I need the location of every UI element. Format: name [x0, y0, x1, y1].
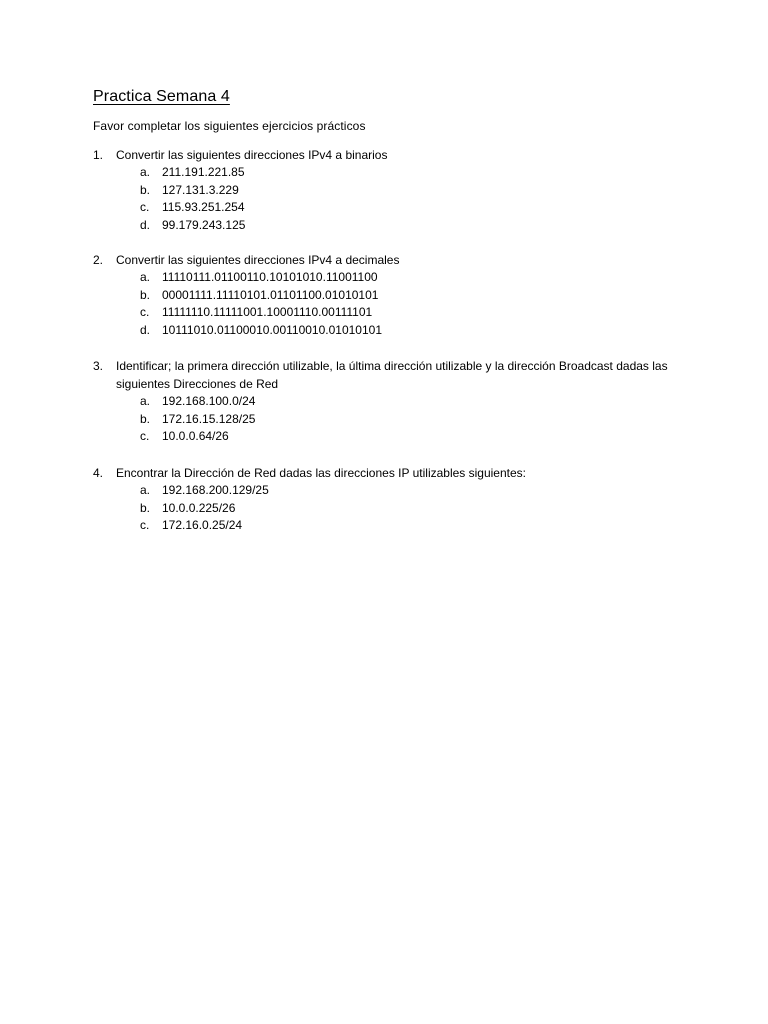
question-number: 1.	[93, 148, 104, 162]
question-number: 2.	[93, 253, 104, 267]
answer-list	[93, 164, 683, 235]
item-value: 172.16.0.25/24	[162, 518, 243, 533]
list-item	[93, 304, 683, 322]
answer-list	[93, 269, 683, 340]
item-value: 99.179.243.125	[162, 218, 246, 233]
item-value: 192.168.100.0/24	[162, 394, 256, 408]
question-4	[93, 464, 683, 535]
intro-text: Favor completar los siguientes ejercicios prácticos	[93, 119, 366, 133]
page-title: Practica Semana 4	[93, 88, 230, 105]
item-value: 172.16.15.128/25	[162, 411, 256, 426]
question-heading	[93, 251, 683, 269]
list-item	[93, 411, 683, 429]
question-number: 4.	[93, 466, 104, 480]
item-value: 115.93.251.254	[162, 200, 245, 215]
question-number: 3.	[93, 359, 104, 373]
item-letter: b.	[140, 411, 151, 426]
item-value: 211.191.221.85	[162, 165, 245, 179]
item-letter: c.	[140, 200, 150, 215]
answer-list	[93, 393, 683, 446]
item-value: 10111010.01100010.00110010.01010101	[162, 323, 383, 338]
item-letter: a.	[140, 394, 151, 408]
question-3	[93, 357, 683, 446]
list-item	[93, 199, 683, 217]
list-item	[93, 482, 683, 500]
item-letter: d.	[140, 218, 151, 233]
item-letter: a.	[140, 165, 151, 179]
list-item	[93, 500, 683, 518]
item-letter: b.	[140, 500, 151, 515]
list-item	[93, 428, 683, 446]
question-text: Convertir las siguientes direcciones IPv4 a binarios	[116, 148, 388, 162]
list-item	[93, 217, 683, 235]
question-1	[93, 146, 683, 235]
item-letter: b.	[140, 182, 151, 197]
question-heading	[93, 357, 683, 393]
list-item	[93, 182, 683, 200]
question-text: Encontrar la Dirección de Red dadas las direcciones IP utilizables siguientes:	[116, 466, 526, 480]
item-letter: c.	[140, 429, 150, 444]
item-value: 192.168.200.129/25	[162, 483, 269, 497]
list-item	[93, 269, 683, 287]
item-letter: c.	[140, 305, 150, 320]
question-heading	[93, 464, 683, 482]
question-heading	[93, 146, 683, 164]
item-letter: a.	[140, 483, 151, 497]
list-item	[93, 517, 683, 535]
list-item	[93, 287, 683, 305]
question-text: Convertir las siguientes direcciones IPv4 a decimales	[116, 253, 400, 267]
question-2	[93, 251, 683, 340]
item-value: 10.0.0.225/26	[162, 500, 236, 515]
item-value: 10.0.0.64/26	[162, 429, 229, 444]
item-value: 11110111.01100110.10101010.11001100	[162, 270, 378, 284]
list-item	[93, 322, 683, 340]
item-value: 127.131.3.229	[162, 182, 239, 197]
list-item	[93, 164, 683, 182]
item-value: 11111110.11111001.10001110.00111101	[162, 305, 373, 320]
item-letter: a.	[140, 270, 151, 284]
answer-list	[93, 482, 683, 535]
item-value: 00001111.11110101.01101100.01010101	[162, 287, 379, 302]
item-letter: c.	[140, 518, 150, 533]
item-letter: d.	[140, 323, 151, 338]
item-letter: b.	[140, 287, 151, 302]
question-text: Identificar; la primera dirección utilizable, la última dirección utilizable y la dirección Broadcast dadas las siguientes Direcciones de Red	[116, 359, 668, 391]
list-item	[93, 393, 683, 411]
